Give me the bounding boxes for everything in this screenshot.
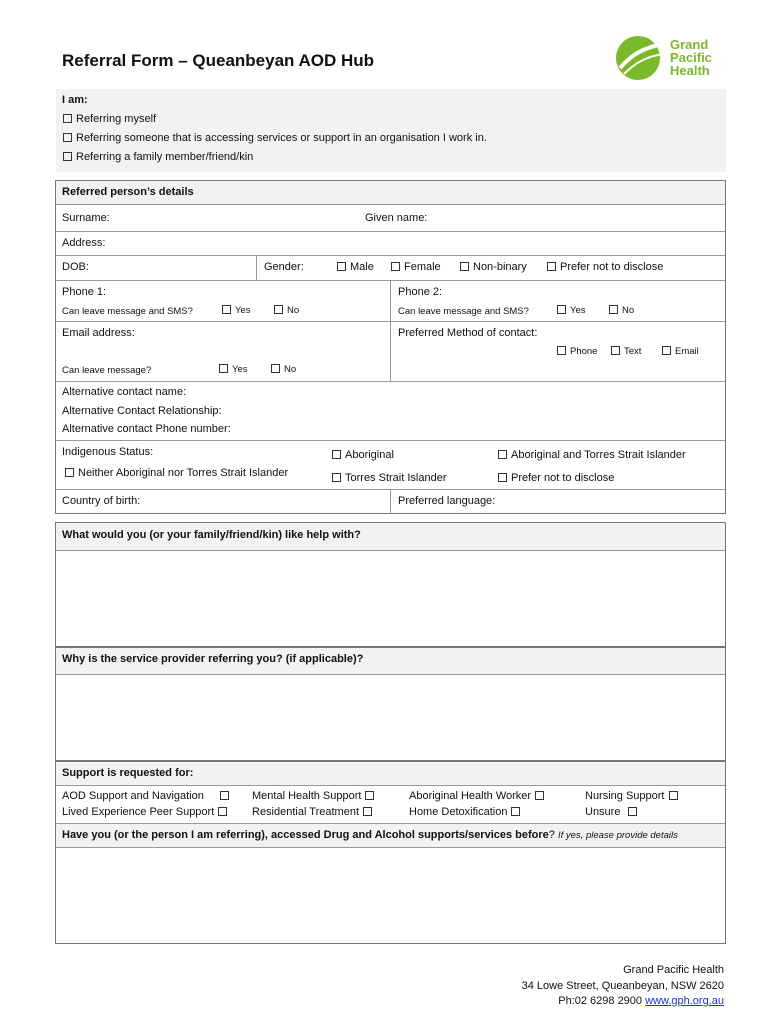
checkbox-icon[interactable] [363,807,372,816]
checkbox-icon[interactable] [498,450,507,459]
support-lived-experience[interactable] [62,806,227,818]
checkbox-icon[interactable] [63,114,72,123]
option-label: No [284,364,297,375]
checkbox-icon[interactable] [222,305,231,314]
phone2-sms-question: Can leave message and SMS? [398,306,529,317]
logo-mark-icon [614,34,666,80]
alt-contact-name-label[interactable]: Alternative contact name: [62,386,187,398]
alt-contact-phone-label[interactable]: Alternative contact Phone number: [62,423,231,435]
checkbox-icon[interactable] [535,791,544,800]
footer-contact [558,995,724,1007]
support-aboriginal-health-worker[interactable] [409,790,544,802]
accessed-textarea[interactable] [56,848,725,943]
option-label: Residential Treatment [252,806,359,818]
contact-email[interactable] [662,346,699,357]
footer-org: Grand Pacific Health [623,964,724,976]
checkbox-icon[interactable] [669,791,678,800]
checkbox-icon[interactable] [337,262,346,271]
help-heading: What would you (or your family/friend/kin) like help with? [62,529,361,541]
checkbox-icon[interactable] [271,364,280,373]
gender-male[interactable] [337,261,374,273]
option-label: Mental Health Support [252,790,362,802]
option-label: Prefer not to disclose [511,472,615,484]
referring-someone-option[interactable] [63,132,487,144]
option-label: AOD Support and Navigation [62,790,204,802]
phone1-sms-question: Can leave message and SMS? [62,306,193,317]
leave-message-question: Can leave message? [62,365,152,376]
checkbox-icon[interactable] [557,346,566,355]
option-label: Nursing Support [585,790,665,802]
phone1-label[interactable]: Phone 1: [62,286,107,298]
option-label: Unsure [585,806,621,818]
footer-website-link[interactable]: www.gph.org.au [645,995,724,1007]
option-label: Non-binary [473,261,527,273]
leave-message-no[interactable] [271,364,296,375]
referring-myself-option[interactable] [63,113,156,125]
page-title: Referral Form – Queanbeyan AOD Hub [62,51,375,70]
phone1-sms-no[interactable] [274,305,299,316]
checkbox-icon[interactable] [557,305,566,314]
grand-pacific-health-logo [614,34,724,80]
checkbox-icon[interactable] [63,152,72,161]
country-of-birth-label[interactable]: Country of birth: [62,495,141,507]
given-name-label[interactable]: Given name: [365,212,428,224]
indigenous-aboriginal[interactable] [332,449,394,461]
checkbox-icon[interactable] [391,262,400,271]
phone2-sms-yes[interactable] [557,305,586,316]
dob-label[interactable]: DOB: [62,261,89,273]
option-label: Yes [232,364,248,375]
option-label: Phone [570,346,598,357]
checkbox-icon[interactable] [547,262,556,271]
accessed-heading [62,829,678,841]
option-label: Torres Strait Islander [345,472,447,484]
checkbox-icon[interactable] [662,346,671,355]
option-label: Text [624,346,642,357]
option-label: Yes [570,305,586,316]
support-aod-navigation[interactable] [62,790,229,802]
gender-label: Gender: [264,261,304,273]
indigenous-status-label: Indigenous Status: [62,446,154,458]
indigenous-tsi[interactable] [332,472,446,484]
checkbox-icon[interactable] [609,305,618,314]
contact-phone[interactable] [557,346,597,357]
address-label[interactable]: Address: [62,237,106,249]
checkbox-icon[interactable] [220,791,229,800]
checkbox-icon[interactable] [611,346,620,355]
accessed-question-mark: ? [548,829,555,841]
gender-female[interactable] [391,261,441,273]
accessed-note: If yes, please provide details [557,830,678,841]
checkbox-icon[interactable] [63,133,72,142]
i-am-label: I am: [62,94,88,106]
gender-prefer-not[interactable] [547,261,663,273]
option-label: Referring someone that is accessing services or support in an organisation I work in. [76,132,487,144]
gender-non-binary[interactable] [460,261,527,273]
details-heading: Referred person’s details [62,186,194,198]
accessed-question: Have you (or the person I am referring), accessed Drug and Alcohol supports/services before [62,829,549,841]
why-heading: Why is the service provider referring you? (if applicable)? [62,653,364,665]
checkbox-icon[interactable] [65,468,74,477]
indigenous-prefer-not[interactable] [498,472,614,484]
preferred-language-label[interactable]: Preferred language: [398,495,496,507]
option-label: Neither Aboriginal nor Torres Strait Islander [78,467,289,479]
contact-text[interactable] [611,346,641,357]
option-label: Male [350,261,374,273]
option-label: Aboriginal and Torres Strait Islander [511,449,686,461]
option-label: No [287,305,300,316]
option-label: Aboriginal Health Worker [409,790,532,802]
preferred-contact-label: Preferred Method of contact: [398,327,538,339]
option-label: Referring a family member/friend/kin [76,151,254,163]
support-unsure[interactable] [585,806,637,818]
checkbox-icon[interactable] [498,473,507,482]
help-textarea[interactable] [56,551,725,646]
checkbox-icon[interactable] [274,305,283,314]
checkbox-icon[interactable] [460,262,469,271]
footer-address: 34 Lowe Street, Queanbeyan, NSW 2620 [521,980,724,992]
surname-label[interactable]: Surname: [62,212,110,224]
checkbox-icon[interactable] [365,791,374,800]
support-home-detox[interactable] [409,806,520,818]
support-heading: Support is requested for: [62,767,194,779]
support-residential-treatment[interactable] [252,806,372,818]
footer-phone: Ph:02 6298 2900 [558,995,643,1007]
checkbox-icon[interactable] [219,364,228,373]
option-label: Lived Experience Peer Support [62,806,215,818]
option-label: Aboriginal [345,449,394,461]
checkbox-icon[interactable] [628,807,637,816]
option-label: No [622,305,635,316]
option-label: Home Detoxification [409,806,508,818]
logo-text-line3: Health [670,63,710,78]
checkbox-icon[interactable] [511,807,520,816]
leave-message-yes[interactable] [219,364,248,375]
indigenous-neither[interactable] [65,467,288,479]
referring-family-option[interactable] [63,151,253,163]
checkbox-icon[interactable] [218,807,227,816]
phone2-sms-no[interactable] [609,305,634,316]
support-nursing[interactable] [585,790,678,802]
option-label: Email [675,346,699,357]
logo-text-line1: Grand [670,37,709,52]
checkbox-icon[interactable] [332,450,341,459]
option-label: Yes [235,305,251,316]
alt-contact-relationship-label[interactable]: Alternative Contact Relationship: [62,405,222,417]
email-label[interactable]: Email address: [62,327,135,339]
support-mental-health[interactable] [252,790,374,802]
option-label: Female [404,261,441,273]
phone2-label[interactable]: Phone 2: [398,286,443,298]
indigenous-both[interactable] [498,449,686,461]
option-label: Referring myself [76,113,157,125]
checkbox-icon[interactable] [332,473,341,482]
why-textarea[interactable] [56,675,725,760]
option-label: Prefer not to disclose [560,261,664,273]
logo-text-line2: Pacific [670,50,712,65]
phone1-sms-yes[interactable] [222,305,251,316]
